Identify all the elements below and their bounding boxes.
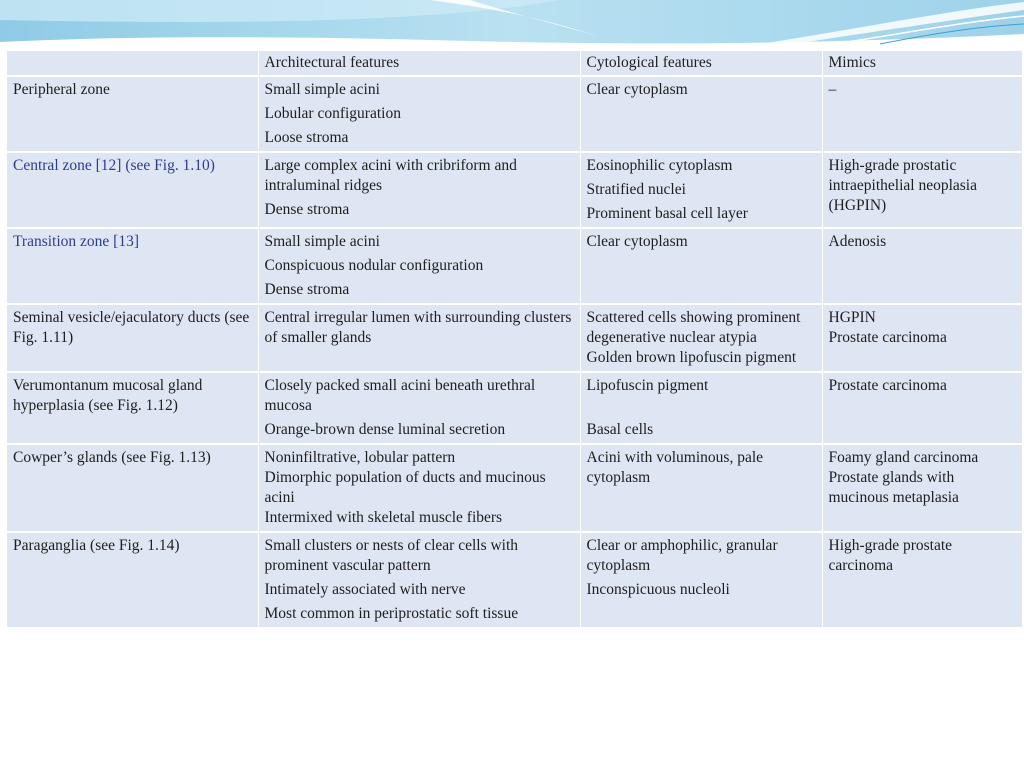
cytological-cell [580,228,822,304]
feature-line: Intermixed with skeletal muscle fibers [264,509,503,526]
header-cell: Cytological features [580,51,822,76]
mimics-cell [822,372,1022,444]
architectural-cell [258,444,580,532]
feature-line: Prominent basal cell layer [586,205,748,222]
table-row [7,76,1022,152]
table-header-row [7,51,1022,76]
zone-name: Cowper’s glands (see Fig. 1.13) [13,449,211,466]
feature-line: Intimately associated with nerve [264,581,466,598]
feature-line: Closely packed small acini beneath urethral mucosa [264,377,536,414]
feature-line: Lobular configuration [264,105,401,122]
mimics-cell [822,532,1022,627]
architectural-cell [258,372,580,444]
zone-name: Seminal vesicle/ejaculatory ducts (see Fig. 1.11) [13,309,250,346]
mimic-line: HGPIN [828,309,876,326]
table-row [7,532,1022,627]
feature-line: Central irregular lumen with surrounding clusters of smaller glands [264,309,572,346]
zone-cell [7,76,258,152]
zone-name: Paraganglia (see Fig. 1.14) [13,537,180,554]
feature-line: Acini with voluminous, pale cytoplasm [586,449,764,486]
mimic-line: Adenosis [828,233,887,250]
zone-cell [7,228,258,304]
feature-line: Scattered cells showing prominent degenerative nuclear atypia [586,309,801,346]
feature-line: Dimorphic population of ducts and mucinous acini [264,469,546,506]
feature-line: Conspicuous nodular configuration [264,257,484,274]
mimics-cell [822,444,1022,532]
cytological-cell [580,152,822,228]
feature-line: Clear cytoplasm [586,81,688,98]
mimic-line: Prostate carcinoma [828,377,947,394]
feature-line: Small simple acini [264,81,380,98]
feature-line: Inconspicuous nucleoli [586,581,730,598]
feature-line: Clear cytoplasm [586,233,688,250]
feature-line: Stratified nuclei [586,181,686,198]
cytological-cell [580,444,822,532]
mimics-cell [822,228,1022,304]
cytological-cell [580,76,822,152]
feature-line: Basal cells [586,421,654,438]
architectural-cell [258,228,580,304]
decorative-header-banner [0,0,1024,50]
table-row [7,228,1022,304]
feature-line: Loose stroma [264,129,349,146]
zone-name: Verumontanum mucosal gland hyperplasia (see Fig. 1.12) [13,377,203,414]
feature-line: Eosinophilic cytoplasm [586,157,733,174]
architectural-cell [258,532,580,627]
architectural-cell [258,76,580,152]
header-cell: Mimics [822,51,1022,76]
mimics-cell [822,76,1022,152]
mimic-line: High-grade prostate carcinoma [828,537,953,574]
feature-line: Golden brown lipofuscin pigment [586,349,797,366]
zone-cell [7,444,258,532]
feature-line: Small simple acini [264,233,380,250]
feature-line: Dense stroma [264,201,350,218]
table-row [7,304,1022,372]
zone-cell [7,532,258,627]
mimics-cell [822,304,1022,372]
zone-cell [7,372,258,444]
zone-cell [7,152,258,228]
header-cell: Architectural features [258,51,580,76]
feature-line: Dense stroma [264,281,350,298]
zone-name: Transition zone [13] [13,233,139,250]
architectural-cell [258,152,580,228]
zone-name: Central zone [12] (see Fig. 1.10) [13,157,215,174]
feature-line: Large complex acini with cribriform and intraluminal ridges [264,157,517,194]
feature-line: Clear or amphophilic, granular cytoplasm [586,537,778,574]
cytological-cell [580,372,822,444]
feature-line: Small clusters or nests of clear cells with prominent vascular pattern [264,537,519,574]
feature-line: Orange-brown dense luminal secretion [264,421,506,438]
feature-line: Lipofuscin pigment [586,377,709,394]
mimic-line: Prostate carcinoma [828,329,947,346]
mimic-line: – [828,81,837,98]
cytological-cell [580,532,822,627]
zone-cell [7,304,258,372]
table-row [7,152,1022,228]
table-row [7,444,1022,532]
cytological-cell [580,304,822,372]
header-cell [7,51,258,76]
table-row [7,372,1022,444]
mimic-line: Prostate glands with mucinous metaplasia [828,469,959,506]
feature-line: Noninfiltrative, lobular pattern [264,449,456,466]
architectural-cell [258,304,580,372]
prostate-zone-table [7,51,1022,627]
mimics-cell [822,152,1022,228]
mimic-line: High-grade prostatic intraepithelial neoplasia (HGPIN) [828,157,977,214]
feature-line: Most common in periprostatic soft tissue [264,605,519,622]
mimic-line: Foamy gland carcinoma [828,449,979,466]
zone-name: Peripheral zone [13,81,110,98]
